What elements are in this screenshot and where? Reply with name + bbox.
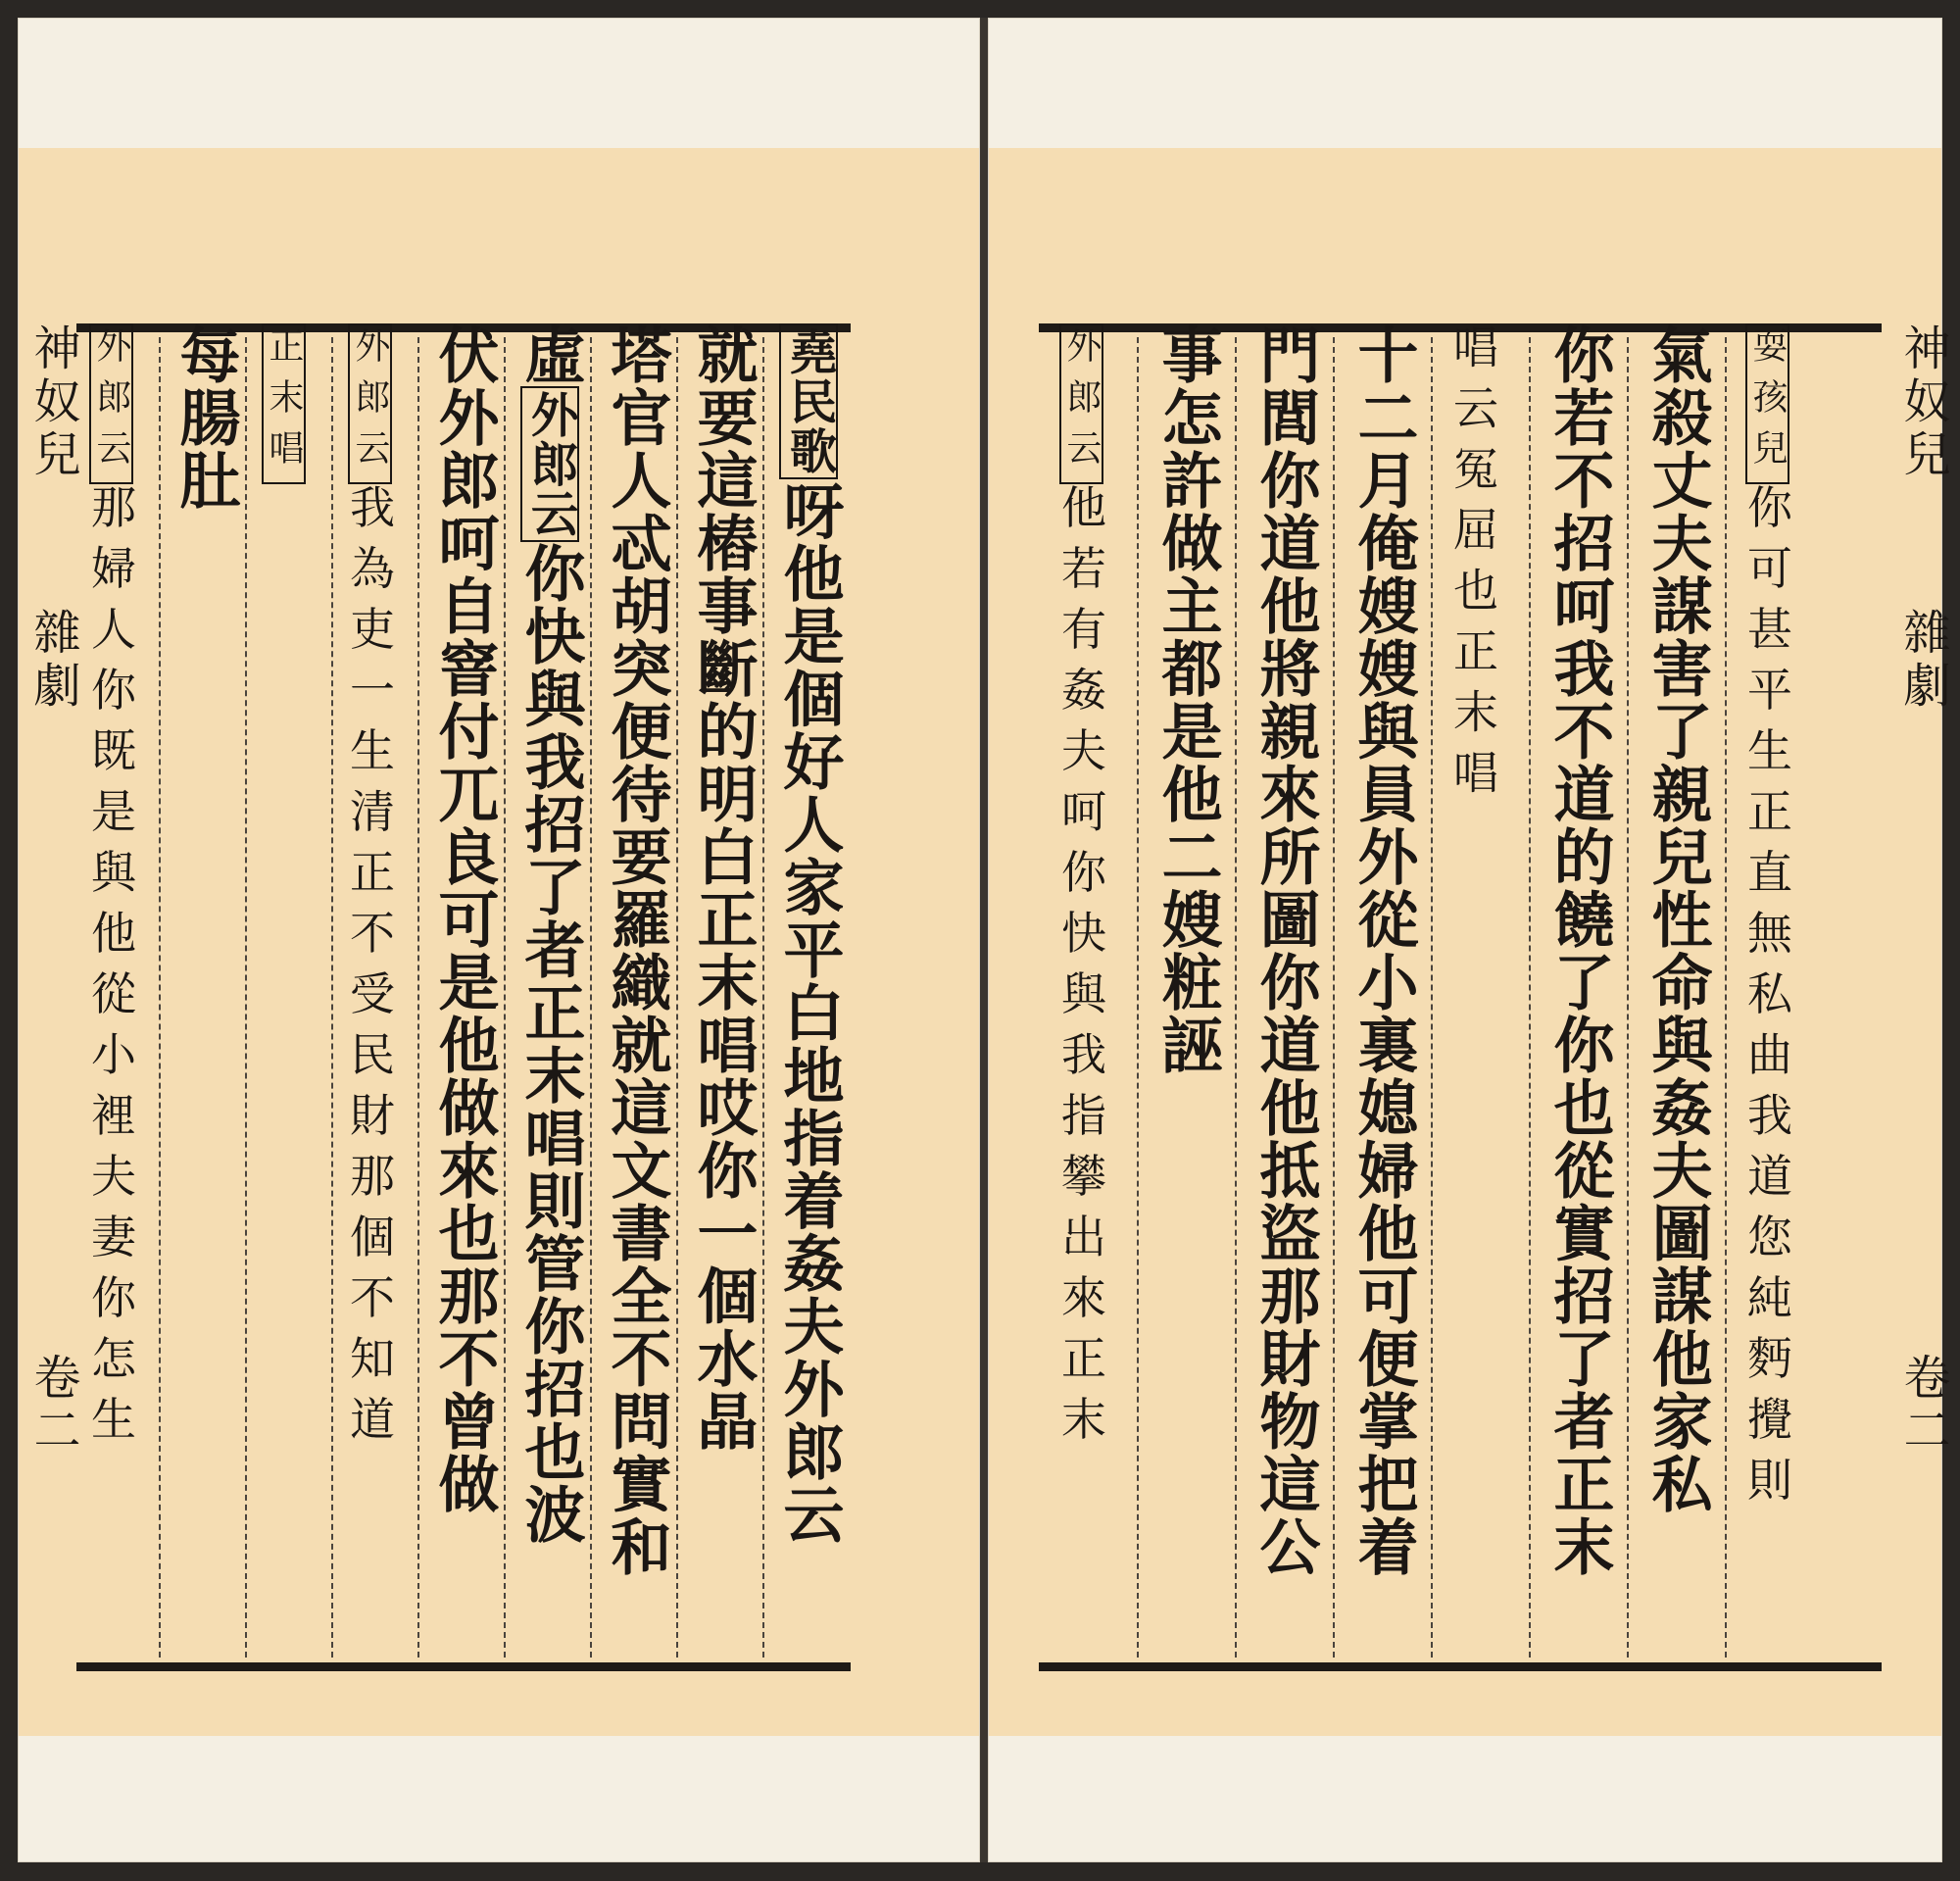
column-rule: [504, 337, 506, 1658]
role-marker: 外郎云: [89, 323, 133, 484]
column-rule: [245, 337, 247, 1658]
column-rule: [590, 337, 592, 1658]
book-spine: [980, 18, 988, 1862]
text-column: [601, 323, 672, 1671]
left-text-block: [76, 323, 851, 1671]
text-column: [773, 323, 845, 1671]
text-column: [1544, 323, 1615, 1671]
text-column: [1152, 323, 1223, 1671]
text-column: [170, 323, 241, 1671]
column-text: 那婦人你既是與他從小裡夫妻你怎生: [84, 483, 137, 1457]
text-column: [1446, 323, 1499, 1671]
column-rule: [1235, 337, 1237, 1658]
column-rule: [1431, 337, 1433, 1658]
role-marker: 外郎云: [348, 323, 392, 484]
column-text: 每腸肚: [170, 323, 241, 512]
text-column: [1642, 323, 1713, 1671]
column-rule: [1529, 337, 1531, 1658]
column-text: 門閭你道他將親來所圖你道他抵盜那財物這公: [1250, 323, 1321, 1578]
column-rule: [676, 337, 678, 1658]
role-marker: 堯民歌: [779, 323, 838, 479]
right-gutter-section: 雜劇: [1895, 608, 1950, 714]
text-column: [428, 323, 500, 1671]
right-gutter-title: 神奴兒: [1895, 323, 1950, 482]
left-gutter-section: 雜劇: [25, 608, 80, 714]
column-rule: [417, 337, 419, 1658]
column-text: 你快與我招了者正末唱則管你招也波: [514, 542, 586, 1547]
column-text: 你可甚平生正直無私曲我道您純麪攪則: [1740, 483, 1793, 1517]
right-text-block: [1039, 323, 1882, 1671]
column-text: 唱云冤屈也正末唱: [1446, 323, 1499, 810]
column-rule: [331, 337, 333, 1658]
role-marker: 外郎云: [1059, 323, 1103, 484]
text-column: [1348, 323, 1419, 1671]
column-text: 事怎許做主都是他二嫂粧誣: [1152, 323, 1223, 1076]
text-column: [687, 323, 759, 1671]
text-column: [84, 323, 137, 1671]
role-marker: 外郎云: [520, 386, 579, 542]
column-rule: [1627, 337, 1629, 1658]
right-gutter-leaf: 卷二: [1895, 1353, 1950, 1459]
text-column: [261, 323, 306, 1671]
text-column: [343, 323, 396, 1671]
column-lead-char: 虛: [514, 323, 586, 386]
column-text: 氣殺丈夫謀害了親兒性命與姦夫圖謀他家私: [1642, 323, 1713, 1515]
role-marker: 耍孩兒: [1745, 323, 1789, 484]
column-rule: [1333, 337, 1335, 1658]
text-column: [514, 323, 586, 1671]
left-gutter-leaf: 卷二: [25, 1353, 80, 1459]
column-rule: [159, 337, 161, 1658]
column-rule: [762, 337, 764, 1658]
role-marker: 正末唱: [262, 323, 306, 484]
column-rule: [1725, 337, 1727, 1658]
text-column: [1054, 323, 1107, 1671]
text-column: [1740, 323, 1793, 1671]
text-column: [1250, 323, 1321, 1671]
column-text: 塔官人忒胡突便待要羅織就這文書全不問實和: [601, 323, 672, 1578]
column-rule: [1137, 337, 1139, 1658]
column-text: 他若有姦夫呵你快與我指攀出來正末: [1054, 483, 1107, 1457]
column-text: 你若不招呵我不道的饒了你也從實招了者正末: [1544, 323, 1615, 1578]
column-text: 就要這樁事斷的明白正末唱哎你一個水晶: [687, 323, 759, 1453]
column-text: 呀他是個好人家平白地指着姦夫外郎云: [773, 479, 845, 1547]
left-gutter-title: 神奴兒: [25, 323, 80, 482]
column-text: 十二月俺嫂嫂與員外從小裏媳婦他可便掌把着: [1348, 323, 1419, 1578]
column-text: 伏外郎呵自窨付兀良可是他做來也那不曾做: [428, 323, 500, 1515]
column-text: 我為吏一生清正不受民財那個不知道: [343, 483, 396, 1457]
